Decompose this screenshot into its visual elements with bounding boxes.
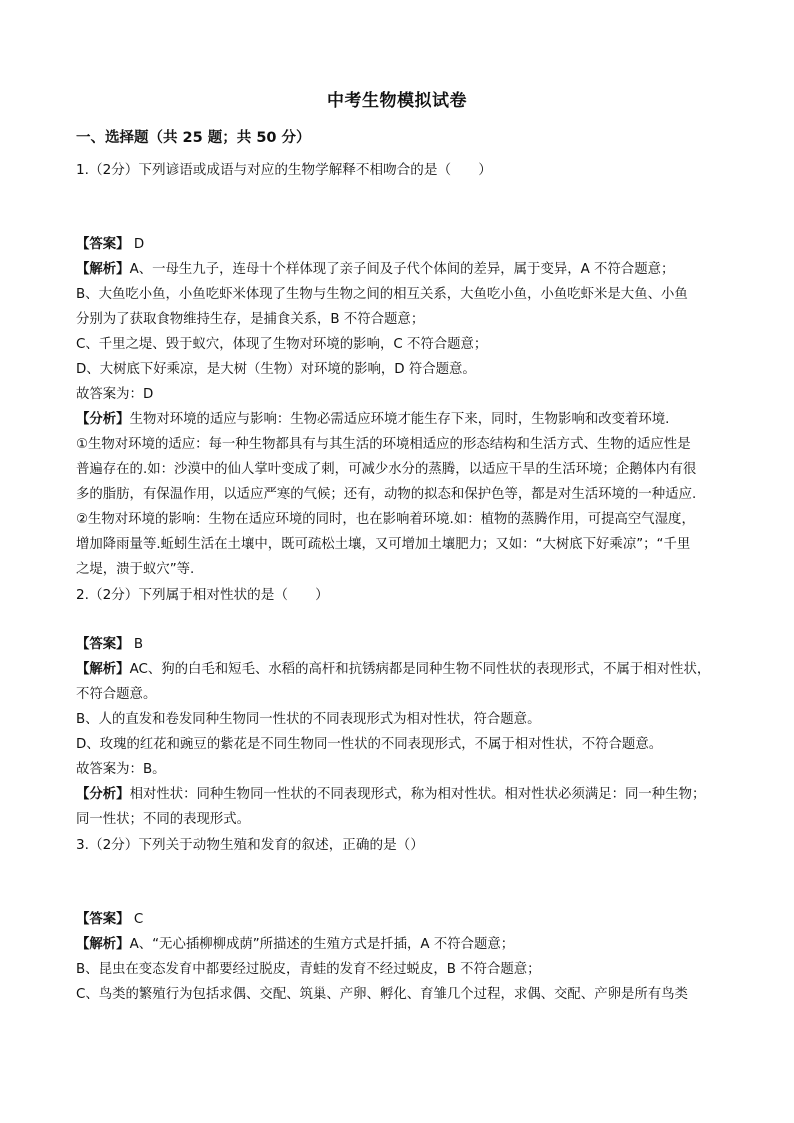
fenxi-line: 【分析】生物对环境的适应与影响：生物必需适应环境才能生存下来，同时，生物影响和改变着环境. [76,412,670,427]
fenxi-line: ②生物对环境的影响：生物在适应环境的同时，也在影响着环境.如：植物的蒸腾作用，可提高空气湿度， [76,512,695,527]
conclusion-line: 故答案为：B。 [76,762,166,777]
question-1-stem: 1.（2分）下列谚语或成语与对应的生物学解释不相吻合的是（ ） [76,162,492,178]
fenxi-line: 普遍存在的.如：沙漠中的仙人掌叶变成了刺，可减少水分的蒸腾，以适应干旱的生活环境；企鹅体内有很 [76,462,697,477]
answer-label: 【答案】 [76,237,130,252]
analysis-label: 【解析】 [76,937,130,952]
fenxi-line: 增加降雨量等.蚯蚓生活在土壤中，既可疏松土壤，又可增加土壤肥力；又如：“大树底下好乘凉”；“千里 [76,537,691,552]
question-3-stem: 3.（2分）下列关于动物生殖和发育的叙述，正确的是（） [76,837,424,853]
analysis-line: 【解析】A、“无心插柳柳成荫”所描述的生殖方式是扦插，A 不符合题意； [76,937,515,952]
answer-label: 【答案】 [76,912,130,927]
analysis-line: B、人的直发和卷发同种生物同一性状的不同表现形式为相对性状，符合题意。 [76,712,541,727]
conclusion-line: 故答案为：D [76,387,154,402]
analysis-line: 【解析】A、一母生九子，连母十个样体现了亲子间及子代个体间的差异，属于变异，A 不符合题意； [76,262,675,277]
answer-label: 【答案】 [76,637,130,652]
question-1-answer [76,235,726,255]
analysis-line: 分别为了获取食物维持生存，是捕食关系，B 不符合题意； [76,312,425,327]
analysis-label: 【解析】 [76,262,130,277]
analysis-line: D、玫瑰的红花和豌豆的紫花是不同生物同一性状的不同表现形式，不属于相对性状，不符合题意。 [76,737,663,752]
question-3-answer [76,910,726,930]
fenxi-line: ①生物对环境的适应：每一种生物都具有与其生活的环境相适应的形态结构和生活方式、生物的适应性是 [76,437,691,452]
fenxi-label: 【分析】 [76,412,130,427]
fenxi-line: 【分析】相对性状：同种生物同一性状的不同表现形式，称为相对性状。相对性状必须满足：同一种生物； [76,787,706,802]
fenxi-line: 之堤，溃于蚁穴”等. [76,562,195,577]
analysis-line: C、千里之堤、毁于蚁穴，体现了生物对环境的影响，C 不符合题意； [76,337,488,352]
analysis-line: B、大鱼吃小鱼，小鱼吃虾米体现了生物与生物之间的相互关系，大鱼吃小鱼，小鱼吃虾米是大鱼、小鱼 [76,287,688,302]
analysis-line: C、鸟类的繁殖行为包括求偶、交配、筑巢、产卵、孵化、育雏几个过程，求偶、交配、产卵是所有鸟类 [76,987,688,1002]
analysis-label: 【解析】 [76,662,130,677]
question-2-stem: 2.（2分）下列属于相对性状的是（ ） [76,587,329,603]
fenxi-line: 同一性状；不同的表现形式。 [76,812,251,827]
answer-value: D [133,237,145,252]
page-title: 中考生物模拟试卷 [327,91,467,111]
fenxi-label: 【分析】 [76,787,130,802]
fenxi-line: 多的脂肪，有保温作用，以适应严寒的气候；还有，动物的拟态和保护色等，都是对生活环境的一种适应. [76,487,697,502]
section-heading: 一、选择题（共 25 题；共 50 分） [76,130,311,146]
question-2-answer [76,635,726,655]
analysis-line: D、大树底下好乘凉，是大树（生物）对环境的影响，D 符合题意。 [76,362,476,377]
answer-value: B [133,637,144,652]
analysis-line: 不符合题意。 [76,687,157,702]
analysis-line: B、昆虫在变态发育中都要经过脱皮，青蛙的发育不经过蜕皮，B 不符合题意； [76,962,541,977]
answer-value: C [133,912,144,927]
analysis-line: 【解析】AC、狗的白毛和短毛、水稻的高杆和抗锈病都是同种生物不同性状的表现形式，不属于相对性状， [76,662,711,677]
